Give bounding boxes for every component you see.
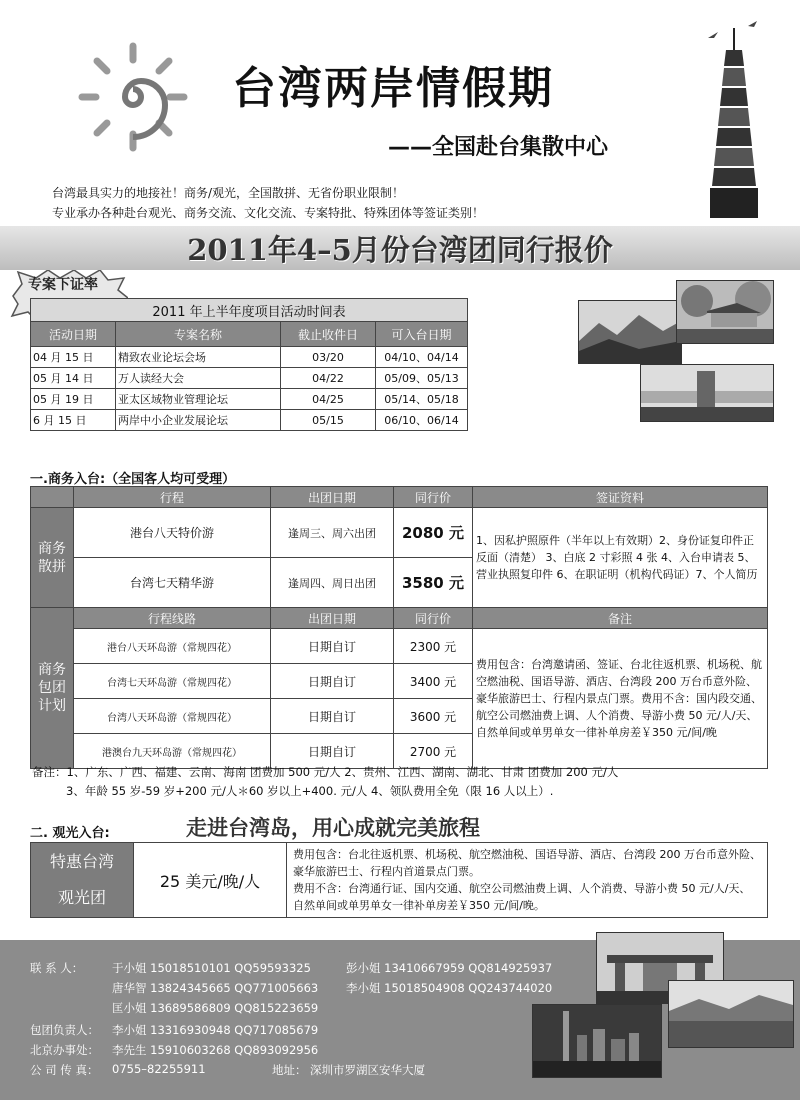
table-cell: 港台八天特价游: [74, 508, 271, 558]
contact-line: 唐华智 13824345665 QQ771005663: [112, 981, 319, 995]
table-cell: 05/09、05/13: [376, 368, 468, 389]
table-cell: 2700 元: [394, 734, 473, 769]
table-header: 行程线路: [74, 608, 271, 629]
table-cell: 日期自订: [271, 734, 394, 769]
table-cell: 逢周三、周六出团: [271, 508, 394, 558]
group-contact: 李小姐 13316930948 QQ717085679: [112, 1023, 319, 1037]
table-header: 备注: [473, 608, 768, 629]
business-section-title: 一.商务入台:（全国客人均可受理）: [30, 472, 236, 487]
table-cell: 04/22: [281, 368, 376, 389]
table-row: [31, 347, 468, 368]
address: 深圳市罗湖区安华大厦: [310, 1063, 425, 1077]
visa-documents: 1、因私护照原件（半年以上有效期）2、身份证复印件正反面（清楚） 3、白底 2 寸彩照 4 张 4、入台申请表 5、营业执照复印件 6、在职证明（机构代码证）7、个人简历: [473, 508, 768, 608]
pavilion-photo: [676, 280, 774, 344]
tour-includes: 费用包含：台北往返机票、机场税、航空燃油税、国语导游、酒店、台湾段 200 万台币意外险、豪华旅游巴士、行程内首道景点门票。: [293, 848, 761, 878]
table-cell: 04/25: [281, 389, 376, 410]
contact-line: 匡小姐 13689586809 QQ815223659: [112, 1001, 319, 1015]
table-cell: 2300 元: [394, 629, 473, 664]
taipei-101-tower-image: [700, 18, 770, 218]
contact-line: 于小姐 15018510101 QQ59593325: [112, 961, 311, 975]
table-cell: 05 月 14 日: [31, 368, 116, 389]
table-cell: 06/10、06/14: [376, 410, 468, 431]
table-cell: 台湾七天精华游: [74, 558, 271, 608]
mountain-photo: [578, 300, 682, 364]
table-row: [31, 629, 768, 664]
schedule-header: 可入台日期: [376, 322, 468, 347]
table-cell: [31, 487, 74, 508]
tour-name-line-1: 特惠台湾: [49, 852, 114, 871]
table-cell: 港台八天环岛游（常规四花）: [74, 629, 271, 664]
tour-price: 25 美元/晚/人: [134, 843, 287, 918]
tour-excludes: 费用不含：台湾通行证、国内交通、航空公司燃油费上调、人个消费、导游小费 50 元/人/天、自然单间或单男单女一律补单房差￥350 元/间/晚。: [293, 882, 751, 912]
city-night-photo: [532, 1004, 662, 1078]
table-cell: 逢周四、周日出团: [271, 558, 394, 608]
table-row: [31, 389, 468, 410]
intro-line-1: 台湾最具实力的地接社！商务/观光，全国散拼、无省份职业限制！: [52, 186, 405, 200]
table-cell: 两岸中小企业发展论坛: [116, 410, 281, 431]
remarks-line-1: 备注：1、广东、广西、福建、云南、海南 团费加 500 元/人 2、贵州、江西、湖南、湖北、甘肃 团费加 200 元/人: [32, 765, 619, 779]
monument-photo: [640, 364, 774, 422]
tour-description: [287, 843, 768, 918]
schedule-header: 截止收件日: [281, 322, 376, 347]
sightseeing-section-title: 二. 观光入台:: [30, 826, 110, 841]
table-header: 签证资料: [473, 487, 768, 508]
schedule-table: [30, 298, 468, 431]
table-cell: 2080 元: [394, 508, 473, 558]
badge-line-1: 专案下证率: [28, 277, 98, 293]
beijing-office-label: 北京办事处：: [30, 1043, 99, 1057]
table-row: [31, 843, 768, 918]
schedule-header: 专案名称: [116, 322, 281, 347]
table-cell: 精致农业论坛会场: [116, 347, 281, 368]
business-table: [30, 486, 768, 769]
page-title: 台湾两岸情假期: [232, 63, 554, 114]
table-cell: 台湾七天环岛游（常规四花）: [74, 664, 271, 699]
table-row: [31, 410, 468, 431]
beijing-office: 李先生 15910603268 QQ893092956: [112, 1043, 319, 1057]
table-cell: 04/10、04/14: [376, 347, 468, 368]
table-cell: 亚太区域物业管理论坛: [116, 389, 281, 410]
remarks-line-2: 3、年龄 55 岁-59 岁+200 元/人＊60 岁以上+400. 元/人 4、领队费用全免（限 16 人以上）.: [66, 784, 554, 798]
table-header: 出团日期: [271, 608, 394, 629]
schedule-caption: 2011 年上半年度项目活动时间表: [31, 299, 468, 322]
sun-logo: [78, 42, 188, 152]
tour-name-line-2: 观光团: [57, 888, 106, 907]
table-row: [31, 508, 768, 558]
table-cell: 万人读经大会: [116, 368, 281, 389]
table-cell: 03/20: [281, 347, 376, 368]
address-label: 地址：: [272, 1063, 307, 1077]
sightseeing-table: [30, 842, 768, 918]
page-subtitle: ——全国赴台集散中心: [388, 135, 609, 160]
group-contact-label: 包团负责人：: [30, 1023, 99, 1037]
table-row: [31, 368, 468, 389]
group-notes: 费用包含：台湾邀请函、签证、台北往返机票、机场税、航空燃油税、国语导游、酒店、台湾段 200 万台币意外险、豪华旅游巴士、行程内景点门票。费用不含：国内段交通、航空公司燃油费上调、人个消费、导游小费 50 元/人/天、自然单间或单男单女一律补单房差￥350 元/间/晚: [473, 629, 768, 769]
fax-number: 0755–82255911: [112, 1062, 206, 1076]
table-cell: 05 月 19 日: [31, 389, 116, 410]
table-cell: 日期自订: [271, 699, 394, 734]
business-side-label: 商务散拼: [31, 508, 74, 608]
contact-line: 李小姐 15018504908 QQ243744020: [346, 981, 553, 995]
intro-line-2: 专业承办各种赴台观光、商务交流、文化交流、专案特批、特殊团体等签证类别！: [52, 206, 485, 220]
table-cell: 日期自订: [271, 629, 394, 664]
table-cell: 04 月 15 日: [31, 347, 116, 368]
table-cell: 日期自订: [271, 664, 394, 699]
table-header: 同行价: [394, 487, 473, 508]
table-cell: 3400 元: [394, 664, 473, 699]
slogan: 走进台湾岛，用心成就完美旅程: [186, 815, 480, 840]
table-cell: 港澳台九天环岛游（常规四花）: [74, 734, 271, 769]
contact-line: 彭小姐 13410667959 QQ814925937: [346, 961, 553, 975]
tour-name: [31, 843, 134, 918]
contact-label: 联 系 人：: [30, 961, 84, 975]
lake-photo: [668, 980, 794, 1048]
table-header: 出团日期: [271, 487, 394, 508]
table-cell: 3600 元: [394, 699, 473, 734]
table-cell: 6 月 15 日: [31, 410, 116, 431]
table-header: 同行价: [394, 608, 473, 629]
group-side-label: 商务包团计划: [31, 608, 74, 769]
table-header: 行程: [74, 487, 271, 508]
table-cell: 05/15: [281, 410, 376, 431]
table-cell: 05/14、05/18: [376, 389, 468, 410]
price-banner-title: 2011年4–5月份台湾团同行报价: [187, 233, 613, 267]
table-cell: 台湾八天环岛游（常规四花）: [74, 699, 271, 734]
table-cell: 3580 元: [394, 558, 473, 608]
schedule-header: 活动日期: [31, 322, 116, 347]
fax-label: 公 司 传 真：: [30, 1063, 99, 1077]
